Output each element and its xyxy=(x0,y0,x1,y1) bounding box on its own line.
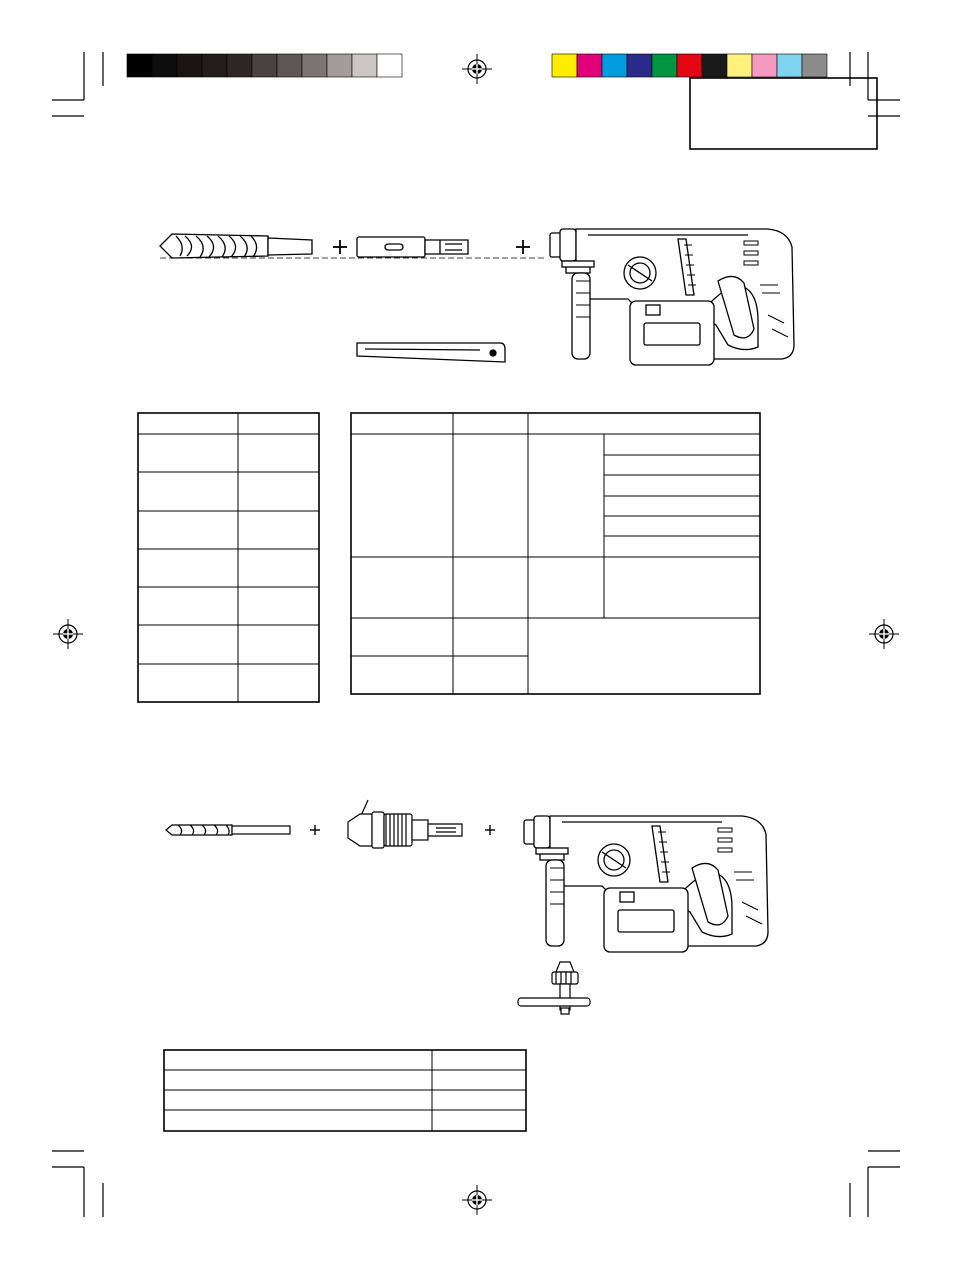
plus-sign xyxy=(310,825,320,835)
color-swatch xyxy=(602,54,627,77)
table-bottom xyxy=(164,1050,526,1131)
drill-bit xyxy=(166,825,290,835)
color-swatch xyxy=(227,54,252,77)
color-swatch xyxy=(127,54,152,77)
color-swatch xyxy=(552,54,577,77)
registration-target-top xyxy=(462,54,492,84)
registration-target-right xyxy=(869,619,899,649)
color-swatch xyxy=(777,54,802,77)
rotary-hammer-top xyxy=(550,229,794,365)
plus-sign xyxy=(485,825,495,835)
color-swatch xyxy=(252,54,277,77)
color-swatch xyxy=(677,54,702,77)
color-swatch xyxy=(752,54,777,77)
color-swatch xyxy=(702,54,727,77)
plus-sign xyxy=(333,240,347,254)
plus-sign xyxy=(516,240,530,254)
drill-chuck-with-adapter xyxy=(348,800,462,848)
table-right xyxy=(351,413,760,694)
color-swatch xyxy=(802,54,827,77)
color-swatch xyxy=(177,54,202,77)
rotary-hammer-bottom xyxy=(524,816,768,952)
cotter xyxy=(357,343,505,362)
color-swatch xyxy=(377,54,402,77)
color-swatch xyxy=(202,54,227,77)
color-swatch xyxy=(327,54,352,77)
color-calibration-bar xyxy=(552,54,827,77)
color-swatch xyxy=(302,54,327,77)
crop-marks xyxy=(52,52,900,1217)
registration-target-bottom xyxy=(462,1185,492,1215)
table-left xyxy=(138,413,319,702)
color-swatch xyxy=(152,54,177,77)
color-swatch xyxy=(727,54,752,77)
taper-shank-adapter xyxy=(357,237,468,257)
language-tab-box xyxy=(690,78,877,149)
color-swatch xyxy=(352,54,377,77)
gray-scale-bar xyxy=(127,54,402,77)
color-swatch xyxy=(652,54,677,77)
registration-target-left xyxy=(53,619,83,649)
tapered-shank-drill-bit xyxy=(160,234,312,258)
color-swatch xyxy=(627,54,652,77)
chuck-key xyxy=(518,962,590,1014)
color-swatch xyxy=(277,54,302,77)
color-swatch xyxy=(577,54,602,77)
